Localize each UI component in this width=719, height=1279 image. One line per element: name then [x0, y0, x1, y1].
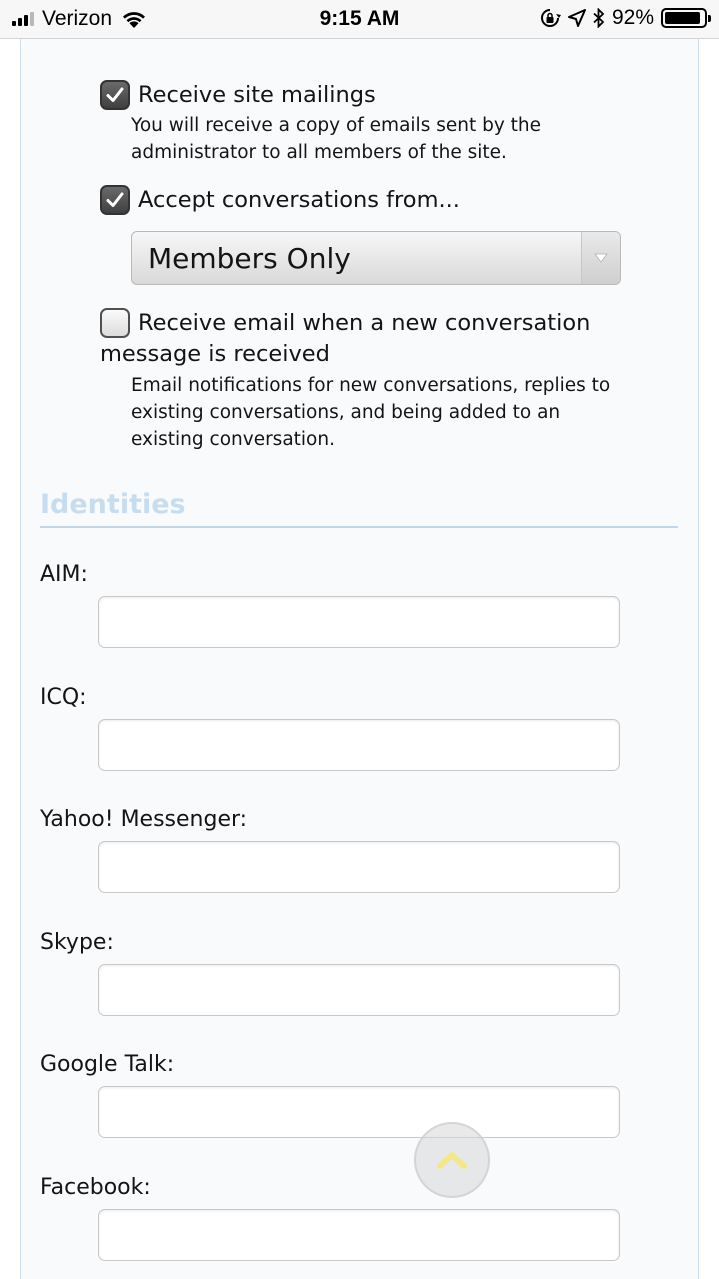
- facebook-label: Facebook:: [40, 1175, 151, 1200]
- aim-input[interactable]: [98, 596, 620, 648]
- checkmark-icon: [104, 189, 126, 211]
- triangle-down-icon: [594, 253, 608, 263]
- conversations-select-value: Members Only: [148, 241, 351, 275]
- identities-heading: Identities: [40, 489, 678, 528]
- carrier-name: Verizon: [42, 7, 113, 30]
- scroll-to-top-button[interactable]: [414, 1122, 490, 1198]
- chevron-up-icon: [435, 1149, 469, 1171]
- select-arrow[interactable]: [581, 232, 620, 284]
- cellular-signal-icon: [12, 12, 34, 26]
- icq-label: ICQ:: [40, 685, 87, 710]
- checkmark-icon: [104, 84, 126, 106]
- google-talk-label: Google Talk:: [40, 1052, 175, 1077]
- preferences-panel: [20, 39, 699, 1279]
- conversations-option: [100, 185, 660, 216]
- skype-input[interactable]: [98, 964, 620, 1016]
- icq-input[interactable]: [98, 719, 620, 771]
- conversation-email-checkbox[interactable]: [100, 308, 130, 338]
- site-mailings-checkbox[interactable]: [100, 80, 130, 110]
- conversation-email-label[interactable]: Receive email when a new conversation message is received: [100, 310, 591, 367]
- skype-label: Skype:: [40, 930, 114, 955]
- conversations-select[interactable]: [131, 231, 621, 285]
- orientation-lock-icon: [539, 8, 561, 28]
- battery-icon: [661, 8, 707, 28]
- yahoo-messenger-input[interactable]: [98, 841, 620, 893]
- wifi-icon: [120, 9, 148, 29]
- conversations-checkbox[interactable]: [100, 185, 130, 215]
- conversations-label[interactable]: Accept conversations from...: [138, 187, 460, 213]
- yahoo-messenger-label: Yahoo! Messenger:: [40, 807, 248, 832]
- status-bar: [0, 0, 719, 39]
- aim-label: AIM:: [40, 562, 88, 587]
- battery-percent: 92%: [611, 6, 654, 29]
- google-talk-input[interactable]: [98, 1086, 620, 1138]
- site-mailings-description: You will receive a copy of emails sent by the administrator to all members of the site.: [131, 115, 542, 163]
- bluetooth-icon: [593, 8, 605, 28]
- conversation-email-option: [100, 308, 660, 453]
- site-mailings-label[interactable]: Receive site mailings: [138, 82, 376, 108]
- facebook-input[interactable]: [98, 1209, 620, 1261]
- location-arrow-icon: [568, 9, 586, 27]
- conversation-email-description: Email notifications for new conversations, replies to existing conversations, and being added to an existing conversation.: [131, 375, 611, 450]
- site-mailings-option: [100, 80, 660, 166]
- status-time: 9:15 AM: [319, 7, 400, 30]
